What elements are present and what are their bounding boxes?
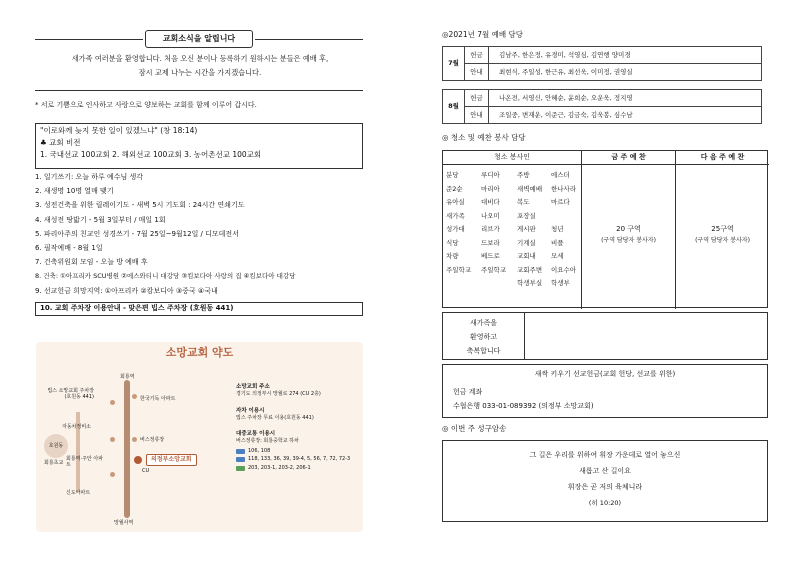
bus-numbers: 203, 203-1, 203-2, 206-1 [248,464,311,471]
type-cell: 안내 [465,107,489,124]
list-item: 9. 선교헌금 희망지역: ①아프리카 ②캄보디아 ③중국 ④국내 [35,286,218,295]
table-row [443,90,762,107]
list-item: 학생부 [551,279,570,287]
info-heading: 소망교회 주소 [236,384,270,390]
list-item: 베드로 [481,252,500,260]
names-cell: 최현식, 주일성, 한근유, 최선욱, 이미정, 권영실 [489,64,762,81]
offering-box [442,364,768,418]
vision-text: 1. 국내선교 100교회 2. 해외선교 100교회 3. 농어촌선교 100교회 [40,150,262,160]
memory-verse-box [442,440,768,522]
column-header: 청소 봉사인 [493,153,531,161]
list-item: 교회주변 [517,265,543,274]
list-item: 주방 [517,171,530,179]
divider [35,39,143,40]
map-label: 빕스 소망교회 주차장 (호원동 441) [47,388,94,400]
list-item: 1. 일기쓰기: 오늘 하루 예수님 생각 [35,173,144,181]
list-item: 새벽예배 [517,184,543,193]
table-row [443,47,762,64]
cleaning-column [481,169,513,277]
list-item: 포장실 [517,211,536,220]
road-marker [110,437,115,442]
info-text: 경기도 의정부시 망월로 274 (CU 2층) [236,391,321,398]
bus-numbers: 118, 133, 36, 39, 39-4, 5, 56, 7, 72, 72-3 [248,456,351,463]
list-item: 에스더 [551,171,570,179]
next-week-group: 25구역 [711,225,734,233]
map-label: 자동차정비소 [62,424,91,430]
list-item: 게시판 [517,225,536,233]
column-header: 금 주 예 찬 [611,153,646,161]
list-item: 5. 파리아주의 친교인 성경쓰기 - 7월 25일~9월12일 / 디모데전서 [35,229,239,238]
offering-title: 새싹 키우기 선교헌금(교회 헌당, 선교를 위한) [534,370,676,378]
welcome-line-1: 새가족 여러분을 환영합니다. 처음 오신 분이나 등록하기 원하시는 분들은 예배 후, [71,54,329,63]
info-text: 빕스 주차장 무료 이용(호원동 441) [236,414,314,421]
list-item: 나오미 [481,211,500,220]
road-marker [132,394,137,399]
cleaning-column [446,169,476,277]
worship-table [442,89,762,124]
verse-line: 휘장은 곧 저의 육체니라 [567,483,643,491]
list-item: 학생부실 [517,279,543,287]
road [124,380,130,518]
bus-icon [236,457,245,462]
worship-title: ◎2021년 7월 예배 담당 [442,30,524,39]
cleaning-table [442,150,768,308]
vision-box [35,123,363,169]
worship-table [442,46,762,81]
map-label: 회룡역 [120,374,135,380]
list-item: 청년 [551,225,564,233]
list-item: 비플 [551,238,564,247]
map-title: 소망교회 약도 [165,346,234,359]
info-heading: 자차 이용시 [236,407,265,414]
verse: "이로와께 늦지 못한 일이 있겠느냐" (창 18:14) [40,126,198,135]
vision-label: ♣ 교회 비전 [40,138,81,148]
list-item: 기계실 [517,238,536,247]
list-item: 대비다 [481,198,500,206]
verse-line: 그 길은 우리를 위하여 휘장 가운데로 열어 놓으신 [529,451,681,459]
list-item: 모세 [551,252,564,260]
list-item: 교회내 [517,252,536,260]
new-family-box [442,312,768,360]
month-cell: 8월 [443,90,465,124]
list-item: 마르다 [551,198,570,206]
list-item: 3. 성전건축을 위한 릴레이기도 - 새벽 5시 기도회 : 24시간 연쇄기도 [35,201,245,210]
type-cell: 안내 [465,64,489,81]
divider [35,90,363,91]
list-item: 4. 새성전 땅밟기 - 5월 3일부터 / 매일 1회 [35,215,166,224]
map-label: 회룡초교 [44,460,64,466]
road-marker [132,437,137,442]
list-item: 주일학교 [481,265,507,274]
map-label: 호원동 [44,434,68,458]
offering-account: 수협은행 033-01-089392 (의정부 소망교회) [453,401,594,410]
text-line: 환영하고 [469,333,498,341]
text-line: 새가족을 [469,319,498,327]
map-label: 망월사역 [114,520,134,526]
verse-reference: (히 10:20) [588,499,622,507]
map-label: 신도아파트 [66,490,91,496]
road-marker [110,472,115,477]
type-cell: 헌금 [465,90,489,107]
info-text: 버스정류장: 회룡중학교 하차 [236,438,299,445]
text-line: 축복합니다 [466,347,501,355]
bus-row [236,465,358,472]
list-item: 분당 [446,171,459,179]
list-item: 차량 [446,252,459,260]
new-family-text [443,313,525,359]
list-item: 식당 [446,238,459,247]
table-row [443,107,762,124]
news-list [35,173,375,301]
notice-title: 교회소식을 알립니다 [145,30,253,48]
list-item: 한나사라 [551,184,577,193]
list-item: 새가족 [446,211,465,220]
names-cell: 김남주, 한은정, 유경미, 석영심, 김연행 양미경 [489,47,762,64]
list-item: 7. 건축위원회 모임 - 오늘 방 예배 후 [35,258,148,267]
parking-notice: 10. 교회 주차장 이용안내 - 맞은편 빕스 주차장 (호원동 441) [35,302,363,316]
list-item [551,210,581,224]
this-week-group: 20 구역 [616,225,641,233]
bus-numbers: 106, 108 [248,447,271,454]
list-item: 성가대 [446,225,465,233]
offering-label: 헌금 계좌 [453,388,483,397]
bus-icon [236,449,245,454]
map-label: 버스정류장 [140,437,165,443]
verse-line: 새롭고 산 길이요 [579,467,631,475]
column-header: 다 음 주 예 찬 [700,153,745,161]
table-row [443,64,762,81]
church-marker: 의정부소망교회 [146,454,197,466]
list-item: 리브가 [481,225,500,233]
memory-title: ◎ 이번 주 성구암송 [442,424,507,433]
list-item: 주일학교 [446,265,472,274]
info-heading: 대중교통 이용시 [236,431,276,438]
map-label: 한국기독 아파트 [140,396,176,402]
list-item: 준2순 [446,184,463,193]
bus-icon [236,466,245,471]
divider [255,39,363,40]
cleaning-title: ◎ 청소 및 예찬 봉사 담당 [442,133,526,142]
greeting-text: * 서로 기쁨으로 인사하고 사랑으로 양보하는 교회를 함께 이루어 갑시다. [35,101,257,109]
list-item: 마리아 [481,184,500,193]
bus-row [236,448,358,455]
map-label: CU [142,468,150,474]
cleaning-column [517,169,549,291]
road-marker [110,400,115,405]
names-cell: 나온전, 서영신, 안혜순, 윤희순, 오운욱, 정지영 [489,90,762,107]
list-item: 복도 [517,198,530,206]
welcome-line-2: 잠시 교제 나누는 시간을 가지겠습니다. [138,68,262,77]
this-week-note: (구역 담당자 봉사자) [601,237,656,244]
list-item: 드보라 [481,238,500,247]
names-cell: 조일중, 변재운, 이준근, 김금숙, 김욱봉, 심수남 [489,107,762,124]
location-pin-icon [134,456,142,464]
map-label: 회룡역·주안 아파트 [66,456,103,468]
list-item: 8. 건축: ①아프리카 SCU병원 ②에스와티니 대강당 ③킴보다아 사랑의 집 ④킴보다아 대강당 [35,272,296,281]
list-item: 유아실 [446,198,465,206]
list-item: 2. 새생명 10명 열매 맺기 [35,187,114,196]
map-info [236,384,358,471]
church-map [36,342,363,532]
list-item: 이요수아 [551,265,577,274]
next-week-note: (구역 담당자 봉사자) [695,237,750,244]
list-item: 6. 필작예배 - 8월 1일 [35,243,103,252]
type-cell: 헌금 [465,47,489,64]
cleaning-column [551,169,581,291]
bus-row [236,456,358,463]
month-cell: 7월 [443,47,465,81]
list-item: 루디아 [481,171,500,179]
